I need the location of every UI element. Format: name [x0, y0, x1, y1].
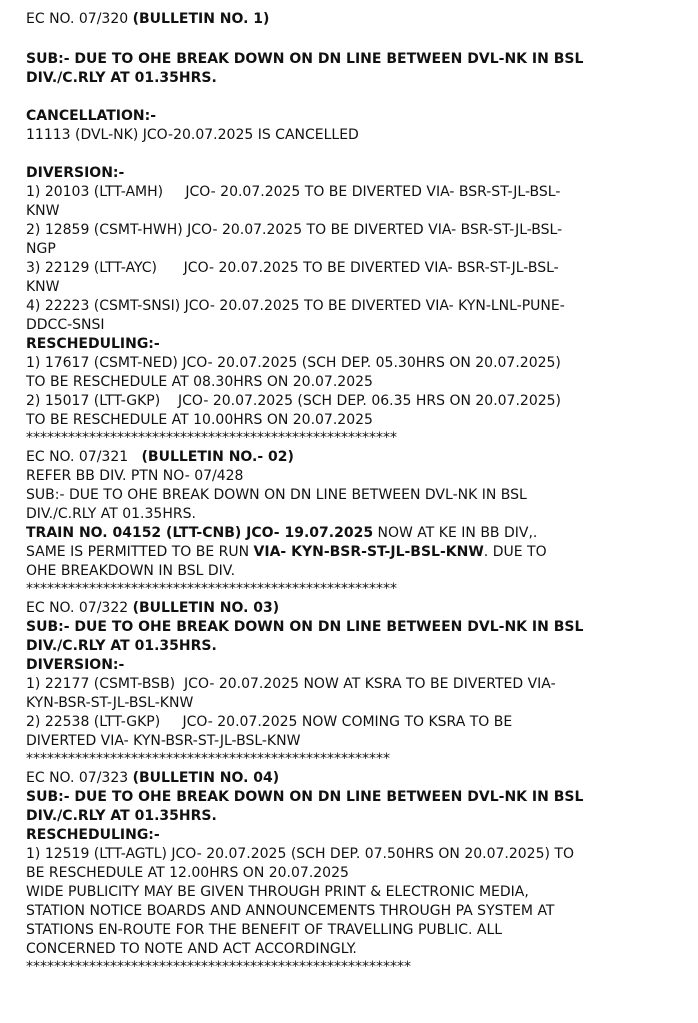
- text-line: [26, 184, 560, 201]
- text-line: [26, 449, 294, 466]
- text: ****************************************************: [26, 751, 390, 767]
- text: SUB:- DUE TO OHE BREAK DOWN ON DN LINE BETWEEN DVL-NK IN BSL: [26, 487, 527, 503]
- text-line: [26, 412, 373, 429]
- bold-text: (BULLETIN NO. 1): [132, 11, 270, 27]
- text: 1) 17617 (CSMT-NED) JCO- 20.07.2025 (SCH DEP. 05.30HRS ON 20.07.2025): [26, 355, 561, 371]
- text-line: [26, 355, 561, 372]
- text-line: [26, 203, 60, 220]
- bold-text: CANCELLATION:-: [26, 108, 157, 124]
- text: STATIONS EN-ROUTE FOR THE BENEFIT OF TRAVELLING PUBLIC. ALL: [26, 922, 503, 938]
- bold-text: DIV./C.RLY AT 01.35HRS.: [26, 70, 217, 86]
- text: EC NO. 07/320: [26, 11, 133, 27]
- text: *****************************************************: [26, 430, 397, 446]
- text-line: [26, 127, 359, 144]
- text: 1) 22177 (CSMT-BSB) JCO- 20.07.2025 NOW AT KSRA TO BE DIVERTED VIA-: [26, 676, 556, 692]
- text-line: [26, 827, 160, 844]
- text: KNW: [26, 203, 60, 219]
- text: DIV./C.RLY AT 01.35HRS.: [26, 506, 196, 522]
- text-line: [26, 51, 583, 68]
- text: NGP: [26, 241, 56, 257]
- text: . DUE TO: [483, 544, 547, 560]
- text: TO BE RESCHEDULE AT 10.00HRS ON 20.07.2025: [26, 412, 373, 428]
- bold-text: TRAIN NO. 04152 (LTT-CNB) JCO- 19.07.2025: [26, 525, 374, 541]
- text-line: [26, 393, 561, 410]
- text-line: [26, 487, 527, 504]
- text-line: [26, 298, 565, 315]
- text-line: [26, 657, 124, 674]
- text-line: [26, 770, 279, 787]
- text: BE RESCHEDULE AT 12.00HRS ON 20.07.2025: [26, 865, 349, 881]
- text-line: [26, 789, 583, 806]
- text-line: [26, 70, 217, 87]
- text-line: [26, 714, 512, 731]
- text-line: [26, 808, 217, 825]
- text: EC NO. 07/321: [26, 449, 142, 465]
- text: SAME IS PERMITTED TO BE RUN: [26, 544, 254, 560]
- text: 1) 12519 (LTT-AGTL) JCO- 20.07.2025 (SCH DEP. 07.50HRS ON 20.07.2025) TO: [26, 846, 574, 862]
- text-line: [26, 317, 105, 334]
- text-line: [26, 279, 60, 296]
- text-line: [26, 544, 547, 561]
- text-line: [26, 506, 196, 523]
- text: 2) 22538 (LTT-GKP) JCO- 20.07.2025 NOW COMING TO KSRA TO BE: [26, 714, 513, 730]
- text: STATION NOTICE BOARDS AND ANNOUNCEMENTS THROUGH PA SYSTEM AT: [26, 903, 555, 919]
- bold-text: (BULLETIN NO. 04): [132, 770, 280, 786]
- text: *****************************************************: [26, 581, 397, 597]
- text: KNW: [26, 279, 60, 295]
- text: NOW AT KE IN BB DIV,.: [373, 525, 538, 541]
- text-line: [26, 884, 529, 901]
- text: *******************************************************: [26, 959, 411, 975]
- text-line: [26, 260, 559, 277]
- text-line: [26, 941, 357, 958]
- text: TO BE RESCHEDULE AT 08.30HRS ON 20.07.2025: [26, 374, 373, 390]
- text: 3) 22129 (LTT-AYC) JCO- 20.07.2025 TO BE DIVERTED VIA- BSR-ST-JL-BSL-: [26, 260, 559, 276]
- text: 2) 15017 (LTT-GKP) JCO- 20.07.2025 (SCH DEP. 06.35 HRS ON 20.07.2025): [26, 393, 562, 409]
- text: 1) 20103 (LTT-AMH) JCO- 20.07.2025 TO BE DIVERTED VIA- BSR-ST-JL-BSL-: [26, 184, 561, 200]
- text: DIVERTED VIA- KYN-BSR-ST-JL-BSL-KNW: [26, 733, 301, 749]
- text-line: [26, 676, 556, 693]
- bold-text: (BULLETIN NO.- 02): [141, 449, 294, 465]
- bold-text: VIA- KYN-BSR-ST-JL-BSL-KNW: [253, 544, 484, 560]
- text-line: [26, 11, 269, 28]
- text-line: [26, 108, 156, 125]
- text-line: [26, 922, 502, 939]
- text: EC NO. 07/323: [26, 770, 133, 786]
- text-line: [26, 733, 300, 750]
- text-line: [26, 959, 411, 976]
- text-line: [26, 468, 243, 485]
- text: 2) 12859 (CSMT-HWH) JCO- 20.07.2025 TO BE DIVERTED VIA- BSR-ST-JL-BSL-: [26, 222, 563, 238]
- text: OHE BREAKDOWN IN BSL DIV.: [26, 563, 236, 579]
- bold-text: RESCHEDULING:-: [26, 827, 160, 843]
- bold-text: SUB:- DUE TO OHE BREAK DOWN ON DN LINE BETWEEN DVL-NK IN BSL: [26, 789, 584, 805]
- text-line: [26, 638, 217, 655]
- bold-text: DIV./C.RLY AT 01.35HRS.: [26, 808, 217, 824]
- text-line: [26, 241, 56, 258]
- bold-text: RESCHEDULING:-: [26, 336, 160, 352]
- text-line: [26, 846, 574, 863]
- bold-text: DIVERSION:-: [26, 165, 125, 181]
- text-line: [26, 222, 562, 239]
- bold-text: SUB:- DUE TO OHE BREAK DOWN ON DN LINE BETWEEN DVL-NK IN BSL: [26, 619, 584, 635]
- bold-text: SUB:- DUE TO OHE BREAK DOWN ON DN LINE BETWEEN DVL-NK IN BSL: [26, 51, 584, 67]
- text-line: [26, 336, 160, 353]
- text: WIDE PUBLICITY MAY BE GIVEN THROUGH PRINT & ELECTRONIC MEDIA,: [26, 884, 529, 900]
- text-line: [26, 430, 397, 447]
- bold-text: DIVERSION:-: [26, 657, 125, 673]
- text: 11113 (DVL-NK) JCO-20.07.2025 IS CANCELLED: [26, 127, 359, 143]
- text: CONCERNED TO NOTE AND ACT ACCORDINGLY.: [26, 941, 357, 957]
- text-line: [26, 374, 373, 391]
- text-line: [26, 619, 583, 636]
- text: KYN-BSR-ST-JL-BSL-KNW: [26, 695, 194, 711]
- text-line: [26, 581, 397, 598]
- text-line: [26, 600, 279, 617]
- text: 4) 22223 (CSMT-SNSI) JCO- 20.07.2025 TO BE DIVERTED VIA- KYN-LNL-PUNE-: [26, 298, 565, 314]
- text: DDCC-SNSI: [26, 317, 105, 333]
- text-line: [26, 695, 193, 712]
- text-line: [26, 903, 554, 920]
- bold-text: DIV./C.RLY AT 01.35HRS.: [26, 638, 217, 654]
- text: REFER BB DIV. PTN NO- 07/428: [26, 468, 244, 484]
- text-line: [26, 865, 349, 882]
- text-line: [26, 525, 537, 542]
- bold-text: (BULLETIN NO. 03): [132, 600, 280, 616]
- text-line: [26, 165, 124, 182]
- text: EC NO. 07/322: [26, 600, 133, 616]
- text-line: [26, 751, 390, 768]
- text-line: [26, 563, 235, 580]
